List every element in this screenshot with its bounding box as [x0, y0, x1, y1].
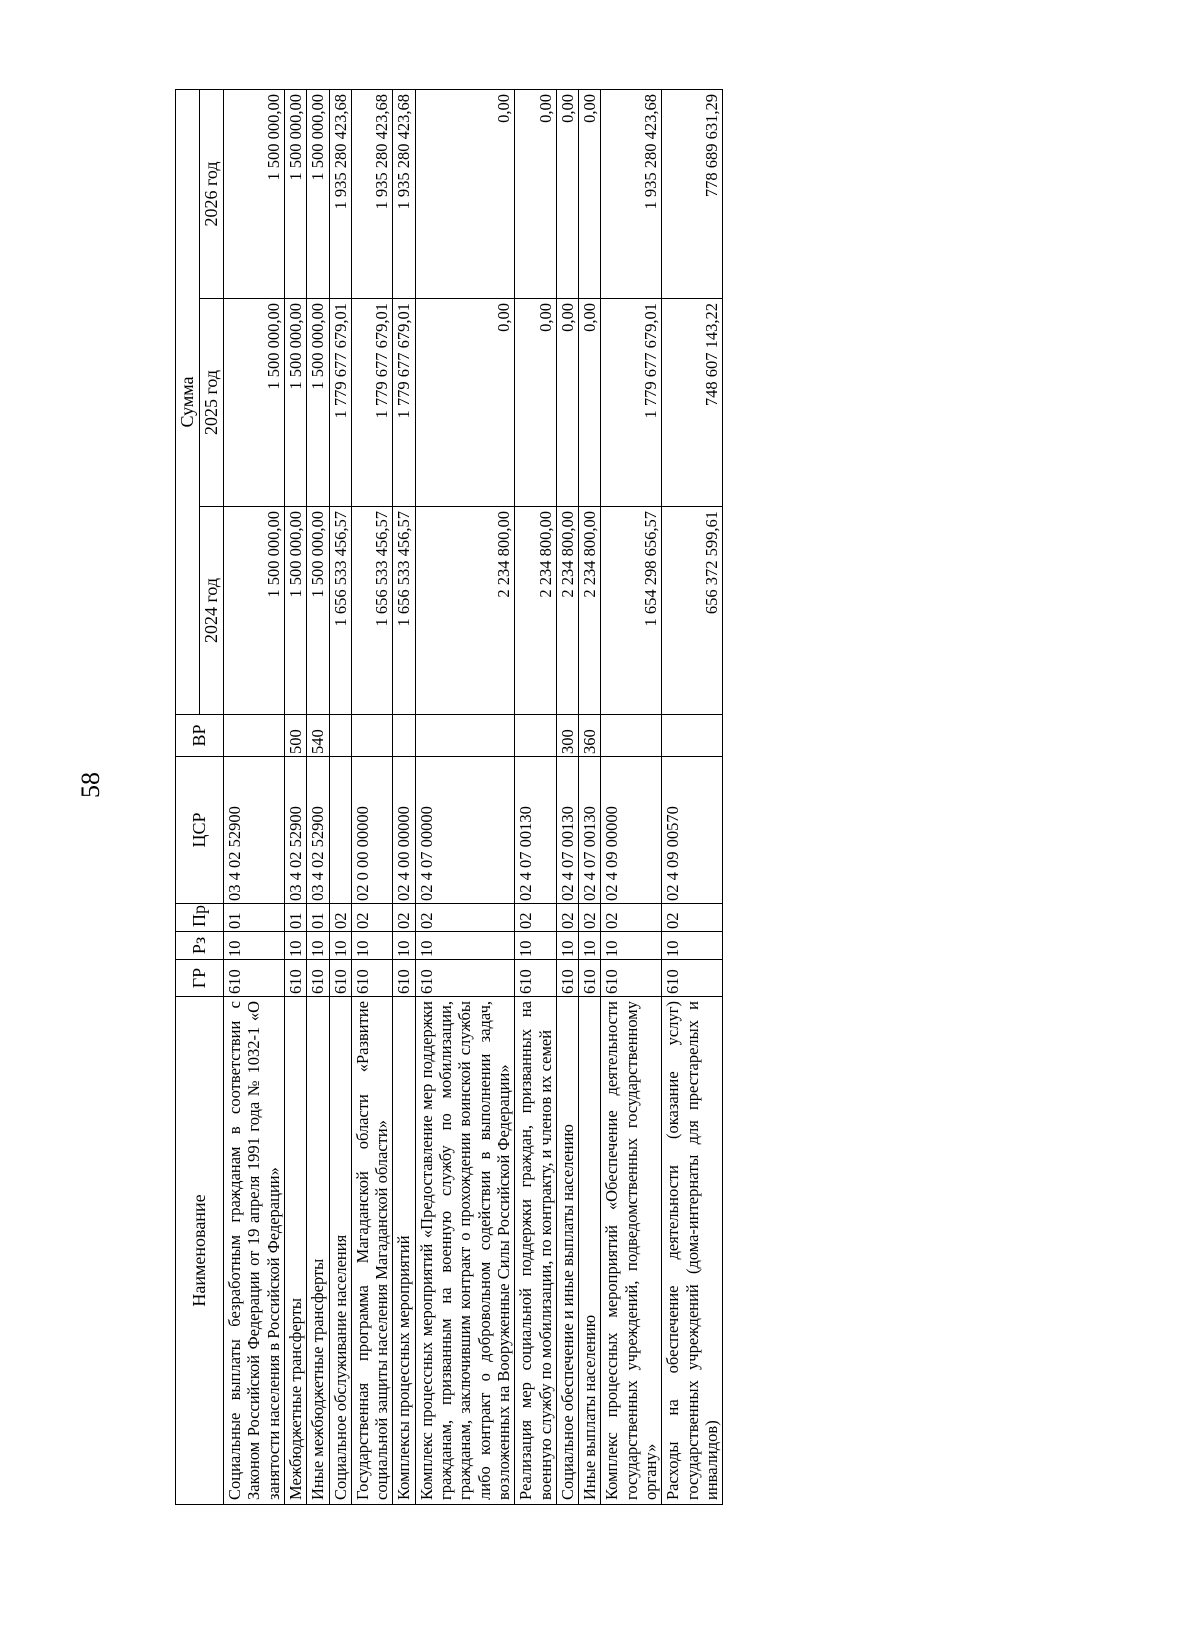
row-pr: 02	[515, 904, 557, 932]
row-gr: 610	[307, 960, 329, 997]
row-rz: 10	[307, 932, 329, 960]
table-row	[415, 89, 514, 1504]
row-vr: 300	[556, 715, 578, 757]
row-2025: 0,00	[515, 299, 557, 507]
table-row	[224, 89, 285, 1504]
row-2025: 1 500 000,00	[284, 299, 306, 507]
row-2024: 1 656 533 456,57	[393, 507, 415, 715]
table-row	[307, 89, 329, 1504]
row-2025: 1 500 000,00	[224, 299, 285, 507]
row-gr: 610	[556, 960, 578, 997]
row-2025: 1 500 000,00	[307, 299, 329, 507]
row-rz: 10	[556, 932, 578, 960]
row-pr: 02	[556, 904, 578, 932]
row-gr: 610	[601, 960, 662, 997]
row-2026: 0,00	[579, 89, 601, 298]
row-2026: 1 935 280 423,68	[329, 89, 351, 298]
row-gr: 610	[415, 960, 514, 997]
row-2025: 0,00	[579, 299, 601, 507]
row-name: Социальное обслуживание населения	[329, 997, 351, 1505]
row-2025: 748 607 143,22	[662, 299, 723, 507]
header-gr: ГР	[176, 960, 224, 997]
header-rz: Рз	[176, 932, 224, 960]
row-csr: 02 4 07 00130	[515, 757, 557, 904]
row-name: Социальные выплаты безработным гражданам в соответствии с Законом Российской Федерации от 19 апреля 1991 года № 1032-1 «О занятости населения в Российской Федерации»	[224, 997, 285, 1505]
row-pr: 02	[393, 904, 415, 932]
table-row	[284, 89, 306, 1504]
row-2026: 778 689 631,29	[662, 89, 723, 298]
row-name: Комплексы процессных мероприятий	[393, 997, 415, 1505]
row-2024: 1 656 533 456,57	[329, 507, 351, 715]
row-csr: 02 4 07 00130	[579, 757, 601, 904]
row-name: Государственная программа Магаданской области «Развитие социальной защиты населения Магаданской области»	[351, 997, 393, 1505]
row-vr	[393, 715, 415, 757]
row-name: Комплекс процессных мероприятий «Обеспечение деятельности государственных учреждений, подведомственных государственному органу»	[601, 997, 662, 1505]
row-name: Реализация мер социальной поддержки граждан, призванных на военную службу по мобилизации, по контракту, и членов их семей	[515, 997, 557, 1505]
row-2024: 2 234 800,00	[415, 507, 514, 715]
row-gr: 610	[351, 960, 393, 997]
row-2026: 1 935 280 423,68	[351, 89, 393, 298]
row-2026: 0,00	[556, 89, 578, 298]
row-vr	[224, 715, 285, 757]
row-vr	[329, 715, 351, 757]
row-pr: 02	[601, 904, 662, 932]
row-name: Межбюджетные трансферты	[284, 997, 306, 1505]
row-rz: 10	[329, 932, 351, 960]
row-vr	[601, 715, 662, 757]
row-rz: 10	[224, 932, 285, 960]
row-2024: 2 234 800,00	[579, 507, 601, 715]
row-2026: 0,00	[415, 89, 514, 298]
row-pr: 02	[329, 904, 351, 932]
table-row	[351, 89, 393, 1504]
row-pr: 02	[579, 904, 601, 932]
row-pr: 01	[224, 904, 285, 932]
row-rz: 10	[393, 932, 415, 960]
row-vr: 540	[307, 715, 329, 757]
row-vr	[415, 715, 514, 757]
row-gr: 610	[579, 960, 601, 997]
row-2024: 1 654 298 656,57	[601, 507, 662, 715]
row-vr	[662, 715, 723, 757]
row-gr: 610	[224, 960, 285, 997]
row-pr: 02	[415, 904, 514, 932]
row-rz: 10	[662, 932, 723, 960]
row-csr: 02 4 07 00000	[415, 757, 514, 904]
table-row	[601, 89, 662, 1504]
row-vr: 500	[284, 715, 306, 757]
row-2024: 2 234 800,00	[556, 507, 578, 715]
table-row	[515, 89, 557, 1504]
table-row	[329, 89, 351, 1504]
row-gr: 610	[515, 960, 557, 997]
row-csr: 03 4 02 52900	[224, 757, 285, 904]
header-vr: ВР	[176, 715, 224, 757]
row-2024: 1 500 000,00	[224, 507, 285, 715]
row-name: Расходы на обеспечение деятельности (оказание услуг) государственных учреждений (дома-интернаты для престарелых и инвалидов)	[662, 997, 723, 1505]
row-rz: 10	[284, 932, 306, 960]
row-2025: 0,00	[415, 299, 514, 507]
row-vr: 360	[579, 715, 601, 757]
table-row	[393, 89, 415, 1504]
row-2025: 1 779 677 679,01	[601, 299, 662, 507]
row-csr: 02 0 00 00000	[351, 757, 393, 904]
row-rz: 10	[351, 932, 393, 960]
row-rz: 10	[515, 932, 557, 960]
row-2026: 0,00	[515, 89, 557, 298]
row-csr: 03 4 02 52900	[307, 757, 329, 904]
row-pr: 01	[284, 904, 306, 932]
row-2025: 1 779 677 679,01	[329, 299, 351, 507]
row-2024: 1 500 000,00	[307, 507, 329, 715]
row-2026: 1 500 000,00	[224, 89, 285, 298]
row-2025: 1 779 677 679,01	[351, 299, 393, 507]
row-vr	[351, 715, 393, 757]
table-row	[662, 89, 723, 1504]
header-2026: 2026 год	[200, 89, 224, 298]
row-2024: 2 234 800,00	[515, 507, 557, 715]
row-2024: 1 500 000,00	[284, 507, 306, 715]
row-gr: 610	[393, 960, 415, 997]
row-rz: 10	[601, 932, 662, 960]
row-csr: 03 4 02 52900	[284, 757, 306, 904]
row-2025: 1 779 677 679,01	[393, 299, 415, 507]
header-name: Наименование	[176, 997, 224, 1505]
row-gr: 610	[284, 960, 306, 997]
row-2026: 1 500 000,00	[284, 89, 306, 298]
page-number: 58	[76, 772, 105, 798]
row-2025: 0,00	[556, 299, 578, 507]
row-csr: 02 4 09 00000	[601, 757, 662, 904]
row-name: Иные межбюджетные трансферты	[307, 997, 329, 1505]
header-2025: 2025 год	[200, 299, 224, 507]
row-gr: 610	[329, 960, 351, 997]
row-pr: 02	[662, 904, 723, 932]
row-rz: 10	[415, 932, 514, 960]
row-gr: 610	[662, 960, 723, 997]
row-2024: 656 372 599,61	[662, 507, 723, 715]
row-name: Социальное обеспечение и иные выплаты населению	[556, 997, 578, 1505]
row-2026: 1 935 280 423,68	[393, 89, 415, 298]
budget-table	[175, 89, 723, 1505]
row-csr	[329, 757, 351, 904]
row-name: Комплекс процессных мероприятий «Предоставление мер поддержки гражданам, призванным на военную службу по мобилизации, гражданам, заключившим контракт о прохождении воинской службы либо контракт о добровольном содействии в выполнении задач, возложенных на Вооруженные Силы Российской Федерации»	[415, 997, 514, 1505]
header-sum: Сумма	[176, 89, 200, 714]
header-2024: 2024 год	[200, 507, 224, 715]
row-vr	[515, 715, 557, 757]
row-csr: 02 4 09 00570	[662, 757, 723, 904]
row-rz: 10	[579, 932, 601, 960]
header-pr: Пр	[176, 904, 224, 932]
row-2024: 1 656 533 456,57	[351, 507, 393, 715]
header-csr: ЦСР	[176, 757, 224, 904]
row-pr: 02	[351, 904, 393, 932]
row-2026: 1 935 280 423,68	[601, 89, 662, 298]
row-2026: 1 500 000,00	[307, 89, 329, 298]
table-row	[556, 89, 578, 1504]
row-csr: 02 4 00 00000	[393, 757, 415, 904]
rotated-table-container	[175, 90, 1011, 1505]
row-pr: 01	[307, 904, 329, 932]
row-csr: 02 4 07 00130	[556, 757, 578, 904]
row-name: Иные выплаты населению	[579, 997, 601, 1505]
table-row	[579, 89, 601, 1504]
